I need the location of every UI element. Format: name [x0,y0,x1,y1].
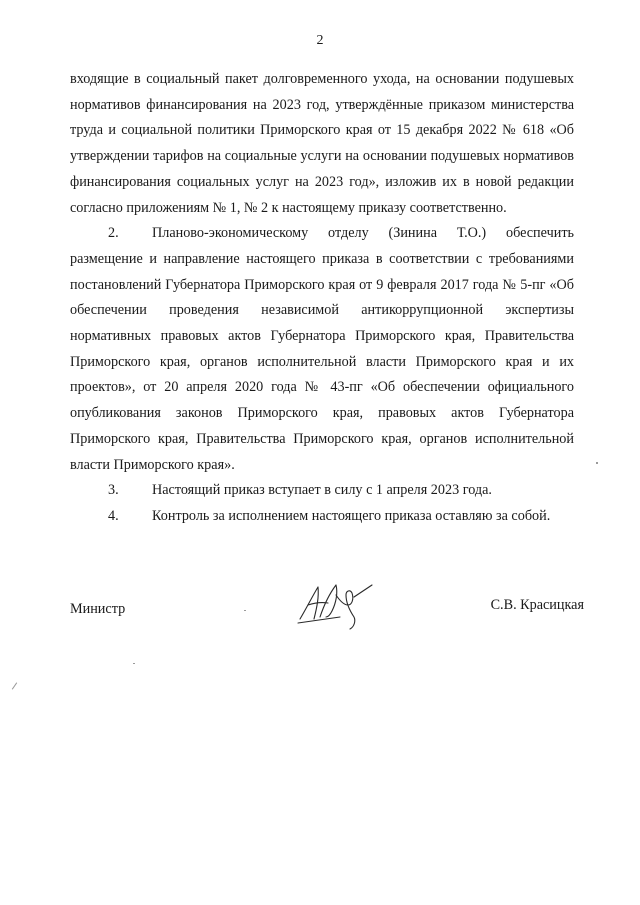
paragraph-text: входящие в социальный пакет долговременного ухода, на основании подушевых нормативов финансирования на 2023 год, утверждённые приказом министерства труда и социальной политики Приморского края от 15 декабря 2022 № 618 «Об утверждении тарифов на социальные услуги на основании подушевых нормативов финансирования социальных услуг на 2023 год», изложив их в новой редакции согласно приложениям № 1, № 2 к настоящему приказу соответственно. [70,71,574,216]
paragraph-1-continuation [70,67,574,221]
paragraph-item-4 [70,504,574,530]
signature-block [70,597,584,637]
page-number: 2 [316,33,324,48]
paragraph-number: 3. [108,482,119,499]
handwritten-signature [292,575,384,631]
scan-speck [133,663,135,664]
paragraph-number: 4. [108,507,119,524]
paragraph-text: Контроль за исполнением настоящего приказа оставляю за собой. [152,507,551,524]
scan-speck [244,610,246,611]
paragraph-text: Планово-экономическому отделу (Зинина Т.О.) обеспечить размещение и направление настоящего приказа в соответствии с требованиями постановлений Губернатора Приморского края от 9 февраля 2017 года № 5-пг «Об обеспечении проведения независимой антикоррупционной экспертизы нормативных правовых актов Губернатора Приморского края, Правительства Приморского края, органов исполнительной власти Приморского края и их проектов», от 20 апреля 2020 года № 43-пг «Об обеспечении официального опубликования законов Приморского края, правовых актов Губернатора Приморского края, Правительства Приморского края, органов исполнительной власти Приморского края». [70,225,574,473]
signatory-name: С.В. Красицкая [490,597,584,613]
signatory-title: Министр [70,601,126,617]
paragraph-item-3 [70,478,574,504]
paragraph-item-2 [70,221,574,478]
scan-speck [12,682,17,689]
document-body [70,67,574,530]
paragraph-number: 2. [108,225,119,242]
paragraph-text: Настоящий приказ вступает в силу с 1 апреля 2023 года. [152,482,492,499]
scan-speck [596,462,598,464]
